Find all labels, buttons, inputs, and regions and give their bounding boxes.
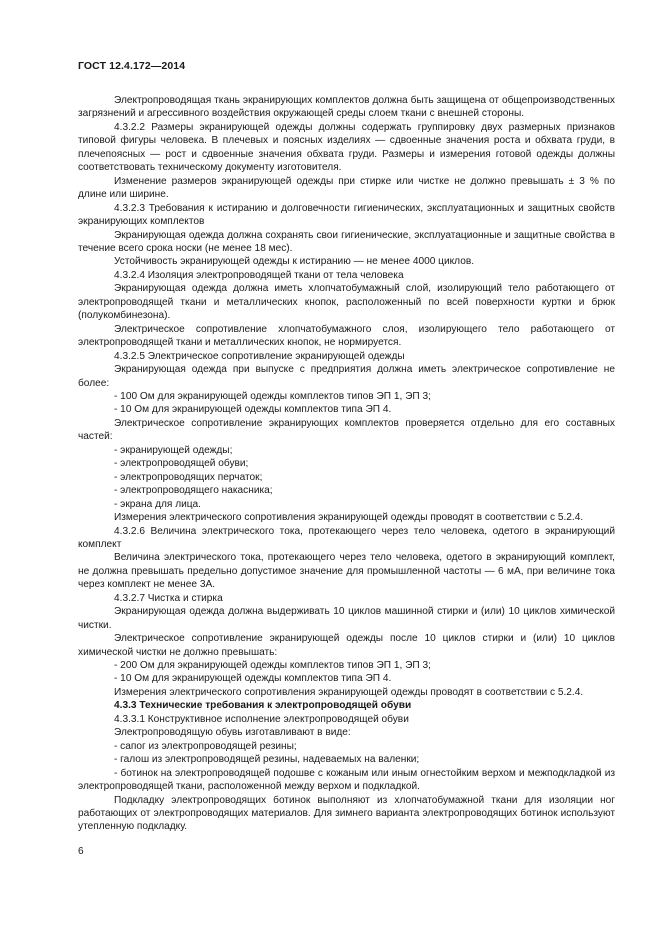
paragraph: 4.3.2.6 Величина электрического тока, протекающего через тело человека, одетого в экранирующий комплект <box>78 525 615 550</box>
list-item: - 100 Ом для экранирующей одежды комплектов типов ЭП 1, ЭП 3; <box>114 390 431 402</box>
paragraph: Электрическое сопротивление хлопчатобумажного слоя, изолирующего тело работающего от электропроводящей ткани и металлических кнопок, не нормируется. <box>78 323 615 349</box>
paragraph: 4.3.2.2 Размеры экранирующей одежды должны содержать группировку двух размерных признаков типовой фигуры человека. В плечевых и поясных изделиях — сдвоенные значения роста и обхвата груди, в плечепоясных — рост и сдвоенные значения обхвата груди. Размеры и измерения готовой одежды должны соответствовать техническому документу изготовителя. <box>78 121 615 174</box>
paragraph: 4.3.2.5 Электрическое сопротивление экранирующей одежды <box>114 350 405 362</box>
paragraph: Подкладку электропроводящих ботинок выполняют из хлопчатобумажной ткани для изоляции ног работающих от электропроводящих материалов. Для зимнего варианта электропроводящих ботинок используют утепленную подкладку. <box>78 794 615 833</box>
document-body <box>78 94 615 834</box>
paragraph: Изменение размеров экранирующей одежды при стирке или чистке не должно превышать ± 3 % по длине или ширине. <box>78 175 615 201</box>
list-item: - 10 Ом для экранирующей одежды комплектов типа ЭП 4. <box>114 673 392 685</box>
page-number: 6 <box>78 846 84 857</box>
list-item: - электропроводящего накасника; <box>114 485 273 497</box>
list-item: - электропроводящей обуви; <box>114 458 249 470</box>
list-item: - экранирующей одежды; <box>114 444 233 456</box>
paragraph: Измерения электрического сопротивления экранирующей одежды проводят в соответствии с 5.2.4. <box>114 686 584 698</box>
paragraph: Экранирующая одежда при выпуске с предприятия должна иметь электрическое сопротивление не более: <box>78 364 615 389</box>
list-item: - сапог из электропроводящей резины; <box>114 740 297 752</box>
paragraph: Устойчивость экранирующей одежды к истиранию — не менее 4000 циклов. <box>114 256 475 268</box>
document-header: ГОСТ 12.4.172—2014 <box>78 60 186 72</box>
list-item: - галош из электропроводящей резины, надеваемых на валенки; <box>114 754 420 766</box>
paragraph: Электропроводящая ткань экранирующих комплектов должна быть защищена от общепроизводственных загрязнений и агрессивного воздействия окружающей среды слоем ткани с внешней стороны. <box>78 95 615 120</box>
section-heading: 4.3.3 Технические требования к электропроводящей обуви <box>114 700 412 712</box>
paragraph: Электрическое сопротивление экранирующих комплектов проверяется отдельно для его составных частей: <box>78 417 615 443</box>
paragraph: 4.3.3.1 Конструктивное исполнение электропроводящей обуви <box>114 713 409 725</box>
paragraph: Электропроводящую обувь изготавливают в виде: <box>114 727 351 739</box>
paragraph: 4.3.2.3 Требования к истиранию и долговечности гигиенических, эксплуатационных и защитных свойств экранирующих комплектов <box>78 202 615 228</box>
paragraph: Экранирующая одежда должна сохранять свои гигиенические, эксплуатационные и защитные свойства в течение всего срока носки (не менее 18 мес). <box>78 229 615 254</box>
paragraph: Экранирующая одежда должна иметь хлопчатобумажный слой, изолирующий тело работающего от электропроводящей ткани и металлических кнопок, расположенный по всей поверхности куртки и брюк (полукомбинезона). <box>78 283 615 322</box>
list-item: - ботинок на электропроводящей подошве с кожаным или иным огнестойким верхом и межподкладкой из электропроводящей ткани, расположенной между верхом и подкладкой. <box>78 767 615 793</box>
list-item: - экрана для лица. <box>114 498 201 510</box>
paragraph: 4.3.2.7 Чистка и стирка <box>114 592 223 604</box>
list-item: - электропроводящих перчаток; <box>114 471 263 483</box>
paragraph: 4.3.2.4 Изоляция электропроводящей ткани от тела человека <box>114 269 404 281</box>
list-item: - 10 Ом для экранирующей одежды комплектов типа ЭП 4. <box>114 404 392 416</box>
paragraph: Электрическое сопротивление экранирующей одежды после 10 циклов стирки и (или) 10 циклов химической чистки не должно превышать: <box>78 633 615 658</box>
list-item: - 200 Ом для экранирующей одежды комплектов типов ЭП 1, ЭП 3; <box>114 660 431 672</box>
paragraph: Экранирующая одежда должна выдерживать 10 циклов машинной стирки и (или) 10 циклов химической чистки. <box>78 606 615 631</box>
paragraph: Измерения электрического сопротивления экранирующей одежды проводят в соответствии с 5.2.4. <box>114 512 584 524</box>
paragraph: Величина электрического тока, протекающего через тело человека, одетого в экранирующий комплект, не должна превышать предельно допустимое значение для промышленной частоты — 6 мА, при величине тока через комплект не менее 3А. <box>78 552 615 591</box>
